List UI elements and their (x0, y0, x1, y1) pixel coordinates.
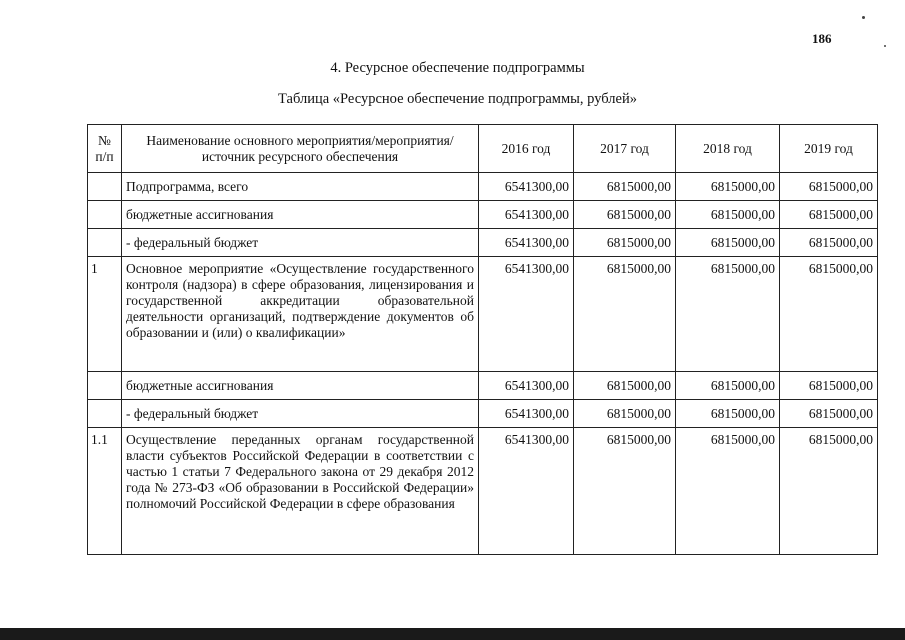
row-name: Подпрограмма, всего (122, 173, 479, 201)
value-2016: 6541300,00 (479, 372, 574, 400)
value-2018: 6815000,00 (676, 173, 780, 201)
table-row (88, 257, 878, 372)
value-2018: 6815000,00 (676, 257, 780, 372)
table-row (88, 173, 878, 201)
header-num: № п/п (88, 125, 122, 173)
value-2017: 6815000,00 (574, 400, 676, 428)
value-2016: 6541300,00 (479, 173, 574, 201)
value-2017: 6815000,00 (574, 173, 676, 201)
value-2018: 6815000,00 (676, 400, 780, 428)
value-2016: 6541300,00 (479, 257, 574, 372)
value-2016: 6541300,00 (479, 229, 574, 257)
row-num: 1.1 (88, 428, 122, 555)
table-row (88, 201, 878, 229)
table-row (88, 229, 878, 257)
page-number: 186 (812, 31, 832, 46)
value-2018: 6815000,00 (676, 229, 780, 257)
row-name: Основное мероприятие «Осуществление государственного контроля (надзора) в сфере образования, лицензирования и государственной аккредитации образовательной деятельности организаций, подтверждение документов об образовании и (или) о квалификации» (122, 257, 479, 372)
value-2016: 6541300,00 (479, 428, 574, 555)
value-2017: 6815000,00 (574, 201, 676, 229)
row-num (88, 201, 122, 229)
scan-speck (862, 16, 865, 19)
value-2019: 6815000,00 (780, 229, 878, 257)
value-2016: 6541300,00 (479, 201, 574, 229)
row-name: Осуществление переданных органам государственной власти субъектов Российской Федерации в соответствии с частью 1 статьи 7 Федерального закона от 29 декабря 2012 года № 273-ФЗ «Об образовании в Российской Федерации» полномочий Российской Федерации в сфере образования (122, 428, 479, 555)
row-num (88, 173, 122, 201)
row-name: бюджетные ассигнования (122, 201, 479, 229)
row-num (88, 372, 122, 400)
scan-speck (884, 45, 886, 47)
table-row (88, 400, 878, 428)
value-2018: 6815000,00 (676, 428, 780, 555)
row-name: бюджетные ассигнования (122, 372, 479, 400)
value-2016: 6541300,00 (479, 400, 574, 428)
value-2017: 6815000,00 (574, 257, 676, 372)
value-2019: 6815000,00 (780, 400, 878, 428)
value-2017: 6815000,00 (574, 428, 676, 555)
table-row (88, 428, 878, 555)
row-num: 1 (88, 257, 122, 372)
header-2019: 2019 год (780, 125, 878, 173)
value-2019: 6815000,00 (780, 372, 878, 400)
row-num (88, 400, 122, 428)
header-2018: 2018 год (676, 125, 780, 173)
section-title: 4. Ресурсное обеспечение подпрограммы (330, 60, 585, 76)
row-name: - федеральный бюджет (122, 229, 479, 257)
value-2018: 6815000,00 (676, 372, 780, 400)
row-name: - федеральный бюджет (122, 400, 479, 428)
row-num (88, 229, 122, 257)
resource-table (87, 124, 878, 555)
header-2016: 2016 год (479, 125, 574, 173)
value-2019: 6815000,00 (780, 201, 878, 229)
scan-edge-bar (0, 628, 905, 640)
table-title: Таблица «Ресурсное обеспечение подпрограммы, рублей» (278, 91, 637, 107)
value-2019: 6815000,00 (780, 257, 878, 372)
table-header-row (88, 125, 878, 173)
value-2017: 6815000,00 (574, 229, 676, 257)
value-2018: 6815000,00 (676, 201, 780, 229)
value-2017: 6815000,00 (574, 372, 676, 400)
value-2019: 6815000,00 (780, 428, 878, 555)
header-name: Наименование основного мероприятия/мероприятия/ источник ресурсного обеспечения (122, 125, 479, 173)
value-2019: 6815000,00 (780, 173, 878, 201)
table-row (88, 372, 878, 400)
header-2017: 2017 год (574, 125, 676, 173)
